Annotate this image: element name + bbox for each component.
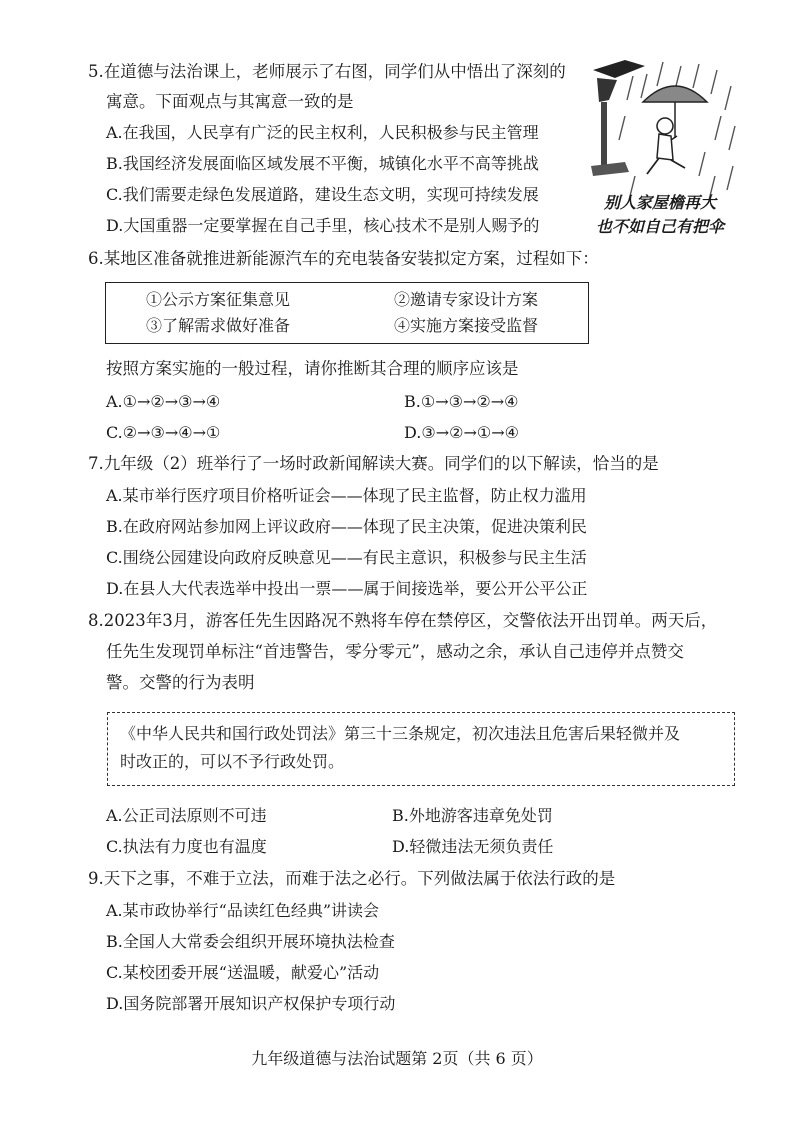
cartoon-caption-line2: 也不如自己有把伞 bbox=[596, 217, 725, 236]
q5-option-d: D.大国重器一定要掌握在自己手里，核心技术不是别人赐予的 bbox=[106, 216, 540, 235]
q8-option-a: A.公正司法原则不可违 bbox=[106, 806, 267, 825]
q8-law-box bbox=[107, 712, 735, 786]
q5-stem-line2: 寓意。下面观点与其寓意一致的是 bbox=[106, 92, 354, 111]
q6-option-c: C.②→③→④→① bbox=[106, 423, 221, 442]
q6-step-3: ③了解需求做好准备 bbox=[146, 316, 291, 335]
q6-option-a: A.①→②→③→④ bbox=[106, 392, 221, 411]
q7-option-a: A.某市举行医疗项目价格听证会——体现了民主监督，防止权力滥用 bbox=[106, 486, 587, 505]
q8-stem-line3: 警。交警的行为表明 bbox=[106, 673, 255, 692]
q9-option-c: C.某校团委开展“送温暖，献爱心”活动 bbox=[106, 963, 380, 982]
q9-option-d: D.国务院部署开展知识产权保护专项行动 bbox=[106, 994, 396, 1013]
q8-option-b: B.外地游客违章免处罚 bbox=[392, 806, 553, 825]
q7-option-d: D.在县人大代表选举中投出一票——属于间接选举，要公开公平公正 bbox=[106, 579, 588, 598]
q6-steps-box bbox=[105, 282, 589, 344]
q6-step-4: ④实施方案接受监督 bbox=[394, 316, 539, 335]
q8-law-line2: 时改正的，可以不予行政处罚。 bbox=[120, 752, 345, 771]
q8-option-d: D.轻微违法无须负责任 bbox=[392, 837, 554, 856]
q8-law-line1: 《中华人民共和国行政处罚法》第三十三条规定，初次违法且危害后果轻微并及 bbox=[120, 724, 681, 743]
q6-step-2: ②邀请专家设计方案 bbox=[394, 290, 539, 309]
q6-step-1: ①公示方案征集意见 bbox=[146, 290, 291, 309]
q6-option-d: D.③→②→①→④ bbox=[404, 423, 519, 442]
q8-stem-line2: 任先生发现罚单标注“首违警告，零分零元”，感动之余，承认自己违停并点赞交 bbox=[106, 642, 684, 661]
q9-option-b: B.全国人大常委会组织开展环境执法检查 bbox=[106, 932, 395, 951]
q7-option-c: C.围绕公园建设向政府反映意见——有民主意识，积极参与民主生活 bbox=[106, 548, 587, 567]
q5-option-a: A.在我国，人民享有广泛的民主权利，人民积极参与民主管理 bbox=[106, 123, 539, 142]
q5-stem-line1: 5.在道德与法治课上，老师展示了右图，同学们从中悟出了深刻的 bbox=[88, 62, 566, 81]
q6-question: 按照方案实施的一般过程，请你推断其合理的顺序应该是 bbox=[106, 359, 519, 378]
cartoon-caption-line1: 别人家屋檐再大 bbox=[604, 193, 717, 212]
q7-stem: 7.九年级（2）班举行了一场时政新闻解读大赛。同学们的以下解读，恰当的是 bbox=[88, 454, 659, 473]
q7-option-b: B.在政府网站参加网上评议政府——体现了民主决策，促进决策利民 bbox=[106, 517, 587, 536]
q6-option-b: B.①→③→②→④ bbox=[404, 392, 519, 411]
q5-option-b: B.我国经济发展面临区域发展不平衡，城镇化水平不高等挑战 bbox=[106, 154, 539, 173]
q6-stem: 6.某地区准备就推进新能源汽车的充电装备安装拟定方案，过程如下： bbox=[88, 249, 599, 268]
page-footer: 九年级道德与法治试题第 2页（共 6 页） bbox=[251, 1049, 543, 1068]
q8-option-c: C.执法有力度也有温度 bbox=[106, 837, 267, 856]
q5-option-c: C.我们需要走绿色发展道路，建设生态文明，实现可持续发展 bbox=[106, 185, 539, 204]
q9-stem: 9.天下之事，不难于立法，而难于法之必行。下列做法属于依法行政的是 bbox=[88, 869, 616, 888]
q8-stem-line1: 8.2023年3月，游客任先生因路况不熟将车停在禁停区，交警依法开出罚单。两天后， bbox=[88, 611, 718, 630]
q9-option-a: A.某市政协举行“品读红色经典”讲读会 bbox=[106, 901, 380, 920]
